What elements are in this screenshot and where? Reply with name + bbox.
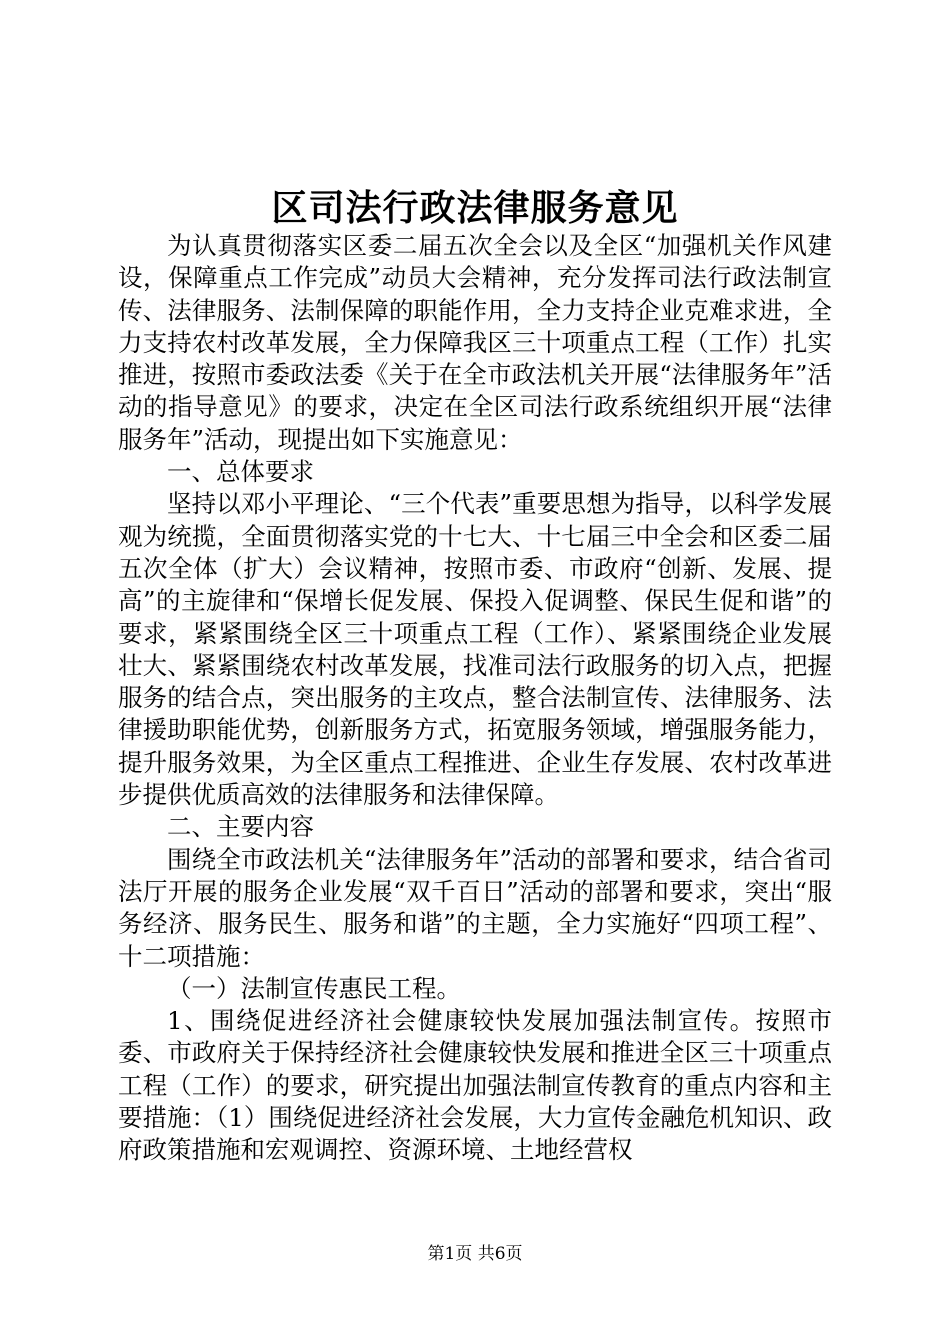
paragraph-intro: 为认真贯彻落实区委二届五次全会以及全区“加强机关作风建设，保障重点工作完成”动员大会精神，充分发挥司法行政法制宣传、法律服务、法制保障的职能作用，全力支持企业克难求进，全力支持农村改革发展，全力保障我区三十项重点工程（工作）扎实推进，按照市委政法委《关于在全市政法机关开展“法律服务年”活动的指导意见》的要求，决定在全区司法行政系统组织开展“法律服务年”活动，现提出如下实施意见： <box>118 231 832 454</box>
document-body <box>118 230 832 1167</box>
paragraph-general-requirements: 坚持以邓小平理论、“三个代表”重要思想为指导，以科学发展观为统揽，全面贯彻落实党的十七大、十七届三中全会和区委二届五次全体（扩大）会议精神，按照市委、市政府“创新、发展、提高”的主旋律和“保增长促发展、保投入促调整、保民生促和谐”的要求，紧紧围绕全区三十项重点工程（工作）、紧紧围绕企业发展壮大、紧紧围绕农村改革发展，找准司法行政服务的切入点，把握服务的结合点，突出服务的主攻点，整合法制宣传、法律服务、法律援助职能优势，创新服务方式，拓宽服务领域，增强服务能力，提升服务效果，为全区重点工程推进、企业生存发展、农村改革进步提供优质高效的法律服务和法律保障。 <box>118 489 832 810</box>
document-title: 区司法行政法律服务意见 <box>271 187 679 229</box>
section-heading-main-content: 二、主要内容 <box>167 812 314 842</box>
paragraph-main-content: 围绕全市政法机关“法律服务年”活动的部署和要求，结合省司法厅开展的服务企业发展“双千百日”活动的部署和要求，突出“服务经济、服务民生、服务和谐”的主题，全力实施好“四项工程”、十二项措施： <box>118 844 832 971</box>
paragraph-item-1: 1、围绕促进经济社会健康较快发展加强法制宣传。按照市委、市政府关于保持经济社会健康较快发展和推进全区三十项重点工程（工作）的要求，研究提出加强法制宣传教育的重点内容和主要措施：（1）围绕促进经济社会发展，大力宣传金融危机知识、政府政策措施和宏观调控、资源环境、土地经营权 <box>118 1006 832 1165</box>
page-number-footer: 第1页 共6页 <box>427 1244 523 1264</box>
subsection-heading-legal-publicity: （一）法制宣传惠民工程。 <box>167 973 461 1003</box>
section-heading-general-requirements: 一、总体要求 <box>167 457 314 487</box>
